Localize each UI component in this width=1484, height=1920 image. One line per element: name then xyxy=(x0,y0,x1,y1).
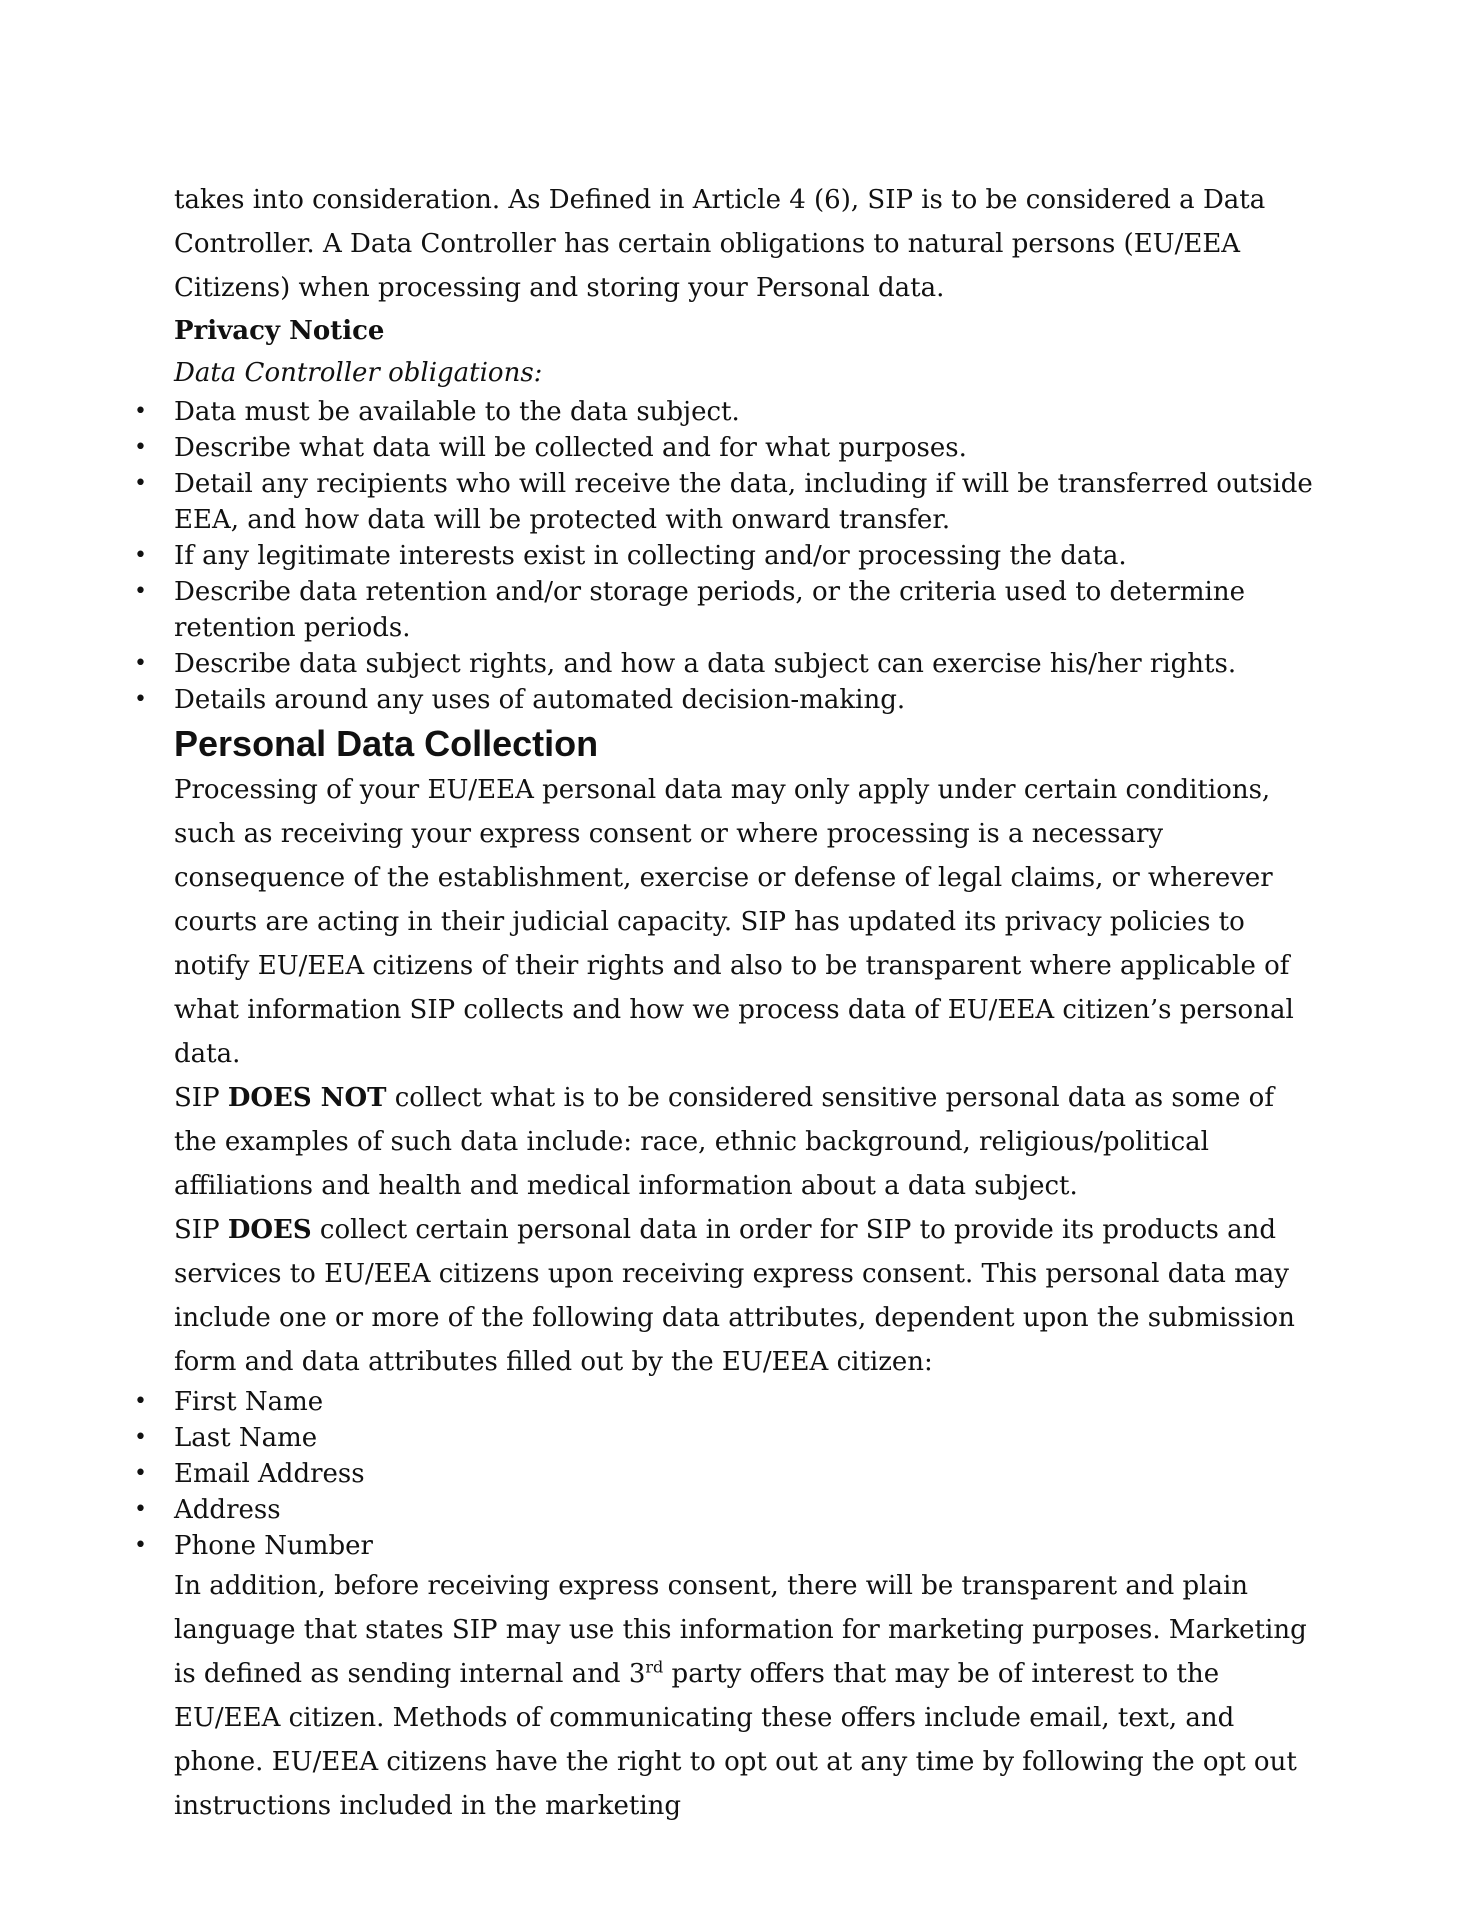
list-item: • Last Name xyxy=(174,1420,1314,1456)
para2-prefix: SIP xyxy=(174,1083,228,1113)
para3-suffix: collect certain personal data in order for SIP to provide its products and services to EU/EEA citizens upon receiving express consent. This personal data may include one or more of the following data attributes, dependent upon the submission form and data attributes filled out by the EU/EEA citizen: xyxy=(174,1215,1295,1377)
privacy-notice-title: Privacy Notice xyxy=(174,316,385,346)
list-item: • If any legitimate interests exist in collecting and/or processing the data. xyxy=(174,538,1314,574)
para3-prefix: SIP xyxy=(174,1215,228,1245)
list-item: • First Name xyxy=(174,1384,1314,1420)
para2-emphasis: DOES NOT xyxy=(227,1083,387,1113)
collection-paragraph-1: Processing of your EU/EEA personal data may only apply under certain conditions, such as receiving your express consent or where processing is a necessary consequence of the establishment, exercise or defense of legal claims, or wherever courts are acting in their judicial capacity. SIP has updated its privacy policies to notify EU/EEA citizens of their rights and also to be transparent where applicable of what information SIP collects and how we process data of EU/EEA citizen’s personal data. xyxy=(174,775,1294,1069)
para3-emphasis: DOES xyxy=(227,1215,312,1245)
list-item: • Details around any uses of automated decision-making. xyxy=(174,682,1314,718)
list-item: • Data must be available to the data subject. xyxy=(174,394,1314,430)
obligations-list xyxy=(174,394,1314,718)
para2-suffix: collect what is to be considered sensitive personal data as some of the examples of such data include: race, ethnic background, religious/political affiliations and health and medical information about a data subject. xyxy=(174,1083,1274,1201)
list-item: • Describe data subject rights, and how a data subject can exercise his/her rights. xyxy=(174,646,1314,682)
section-heading: Personal Data Collection xyxy=(174,723,599,764)
document-content xyxy=(174,178,1314,1828)
para4-part2: party offers that may be of interest to the EU/EEA citizen. Methods of communicating these offers include email, text, and phone. EU/EEA citizens have the right to opt out at any time by following the opt out instructions included in the marketing xyxy=(174,1659,1297,1821)
list-item: • Describe data retention and/or storage periods, or the criteria used to determine retention periods. xyxy=(174,574,1314,646)
attributes-list xyxy=(174,1384,1314,1564)
privacy-notice-subtitle: Data Controller obligations: xyxy=(174,358,543,388)
list-item: • Phone Number xyxy=(174,1528,1314,1564)
para4-part1: In addition, before receiving express consent, there will be transparent and plain language that states SIP may use this information for marketing purposes. Marketing is defined as sending internal and 3 xyxy=(174,1571,1307,1689)
marketing-paragraph xyxy=(174,1564,1314,1828)
collection-paragraph-2 xyxy=(174,1076,1314,1208)
collection-paragraph-3 xyxy=(174,1208,1314,1384)
list-item: • Describe what data will be collected and for what purposes. xyxy=(174,430,1314,466)
list-item: • Detail any recipients who will receive the data, including if will be transferred outside EEA, and how data will be protected with onward transfer. xyxy=(174,466,1314,538)
list-item: • Address xyxy=(174,1492,1314,1528)
intro-paragraph: takes into consideration. As Defined in Article 4 (6), SIP is to be considered a Data Controller. A Data Controller has certain obligations to natural persons (EU/EEA Citizens) when processing and storing your Personal data. xyxy=(174,185,1266,303)
ordinal-superscript: rd xyxy=(645,1657,664,1677)
list-item: • Email Address xyxy=(174,1456,1314,1492)
